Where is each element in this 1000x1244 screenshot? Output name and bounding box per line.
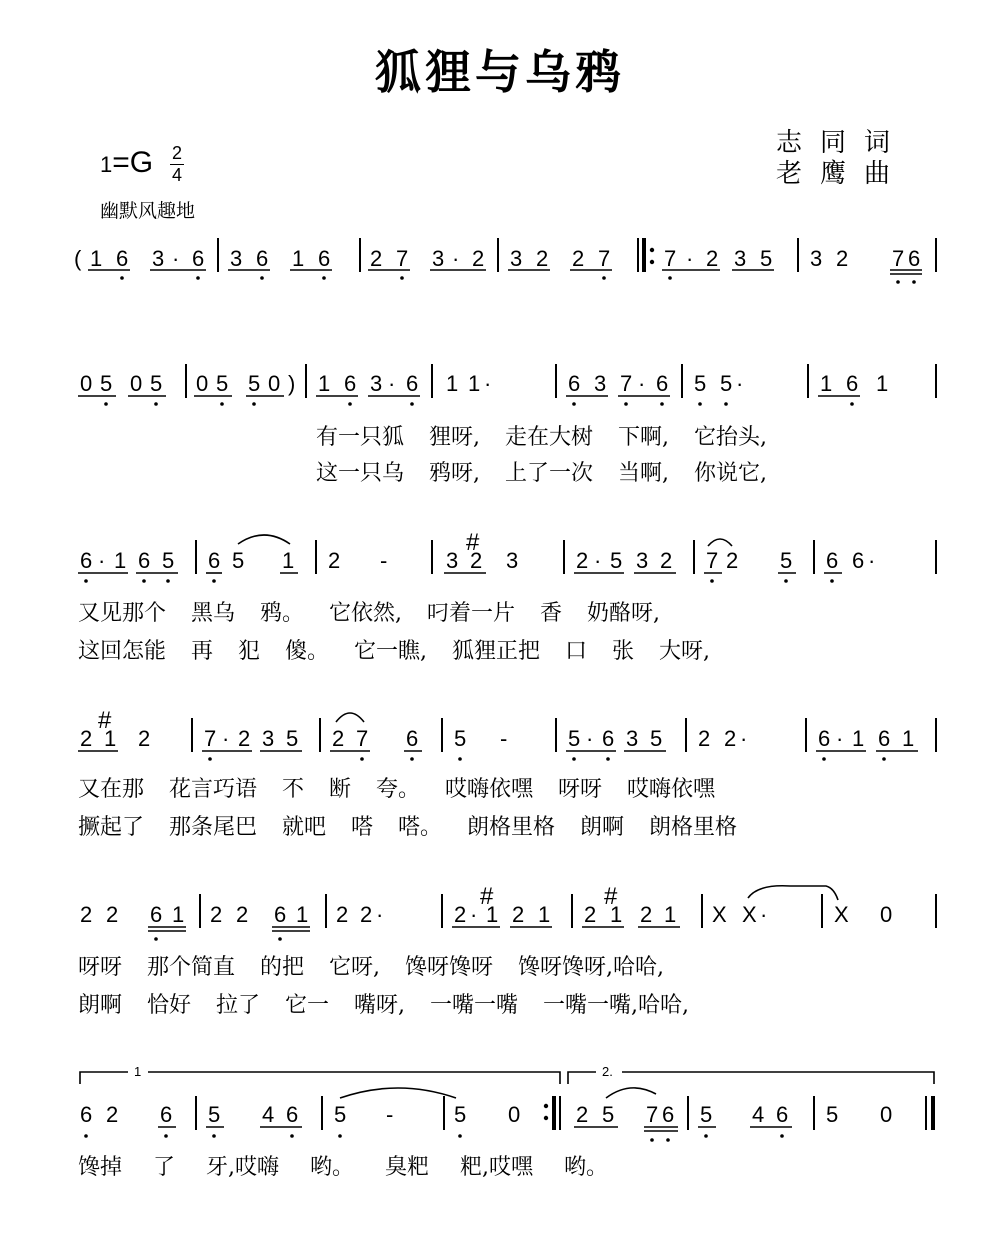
- note: 5: [162, 548, 175, 573]
- note: 2: [698, 726, 711, 751]
- repeat-dot: [650, 260, 654, 264]
- note: 3: [626, 726, 639, 751]
- composer-credit: 老鹰曲: [776, 159, 909, 189]
- row-5: [80, 883, 936, 941]
- note: 2: [238, 726, 251, 751]
- note: 5: [454, 726, 467, 751]
- note: 7: [646, 1102, 659, 1127]
- note: 6: [406, 726, 419, 751]
- lyric-row-3-verse-1: 又见那个 黑乌 鸦。 它依然, 叼着一片 香 奶酪呀,: [78, 601, 660, 626]
- slur-arc: [708, 539, 732, 546]
- note: 2: [80, 726, 93, 751]
- note: 5: [216, 371, 229, 396]
- lyric-row-6: 馋掉 了 牙,哎嗨 哟。 臭粑 粑,哎嘿 哟。: [78, 1155, 608, 1180]
- note: 2: [572, 246, 585, 271]
- octave-dots: [154, 937, 282, 941]
- note: 7: [620, 371, 633, 396]
- note: 5: [150, 371, 163, 396]
- note: 3: [152, 246, 165, 271]
- note: ·: [172, 246, 180, 271]
- note: X: [712, 902, 727, 927]
- note: 0: [508, 1102, 521, 1127]
- note: 1: [446, 371, 459, 396]
- note: ·: [222, 726, 230, 751]
- note: 0: [130, 371, 143, 396]
- note: -: [386, 1102, 394, 1127]
- note: 6: [80, 1102, 93, 1127]
- note: 2: [470, 548, 483, 573]
- lyric-row-2-verse-2: 这一只乌 鸦呀, 上了一次 当啊, 你说它,: [316, 461, 767, 486]
- note: 2: [472, 246, 485, 271]
- note: 7: [664, 246, 677, 271]
- note: 2: [724, 726, 737, 751]
- sharp-sign: #: [98, 707, 112, 734]
- sharp-sign: #: [604, 883, 618, 910]
- note: ): [288, 371, 296, 396]
- note: ·: [470, 902, 478, 927]
- note: 2: [360, 902, 373, 927]
- note: 6: [662, 1102, 675, 1127]
- lyric-row-5-verse-1: 呀呀 那个简直 的把 它呀, 馋呀馋呀 馋呀馋呀,哈哈,: [78, 955, 664, 980]
- note: 7: [204, 726, 217, 751]
- note: 1: [486, 902, 499, 927]
- note: 6: [656, 371, 669, 396]
- note: 1: [104, 726, 117, 751]
- note: 5: [334, 1102, 347, 1127]
- note: 5: [610, 548, 623, 573]
- note: ·: [586, 726, 594, 751]
- note: 0: [880, 902, 893, 927]
- note: ·: [868, 548, 876, 573]
- note: 2: [576, 548, 589, 573]
- note: 2: [512, 902, 525, 927]
- sharp-sign: #: [480, 883, 494, 910]
- note: 6: [192, 246, 205, 271]
- note: -: [380, 548, 388, 573]
- note: ·: [452, 246, 460, 271]
- lyric-row-4-verse-2: 撅起了 那条尾巴 就吧 嗒 嗒。 朗格里格 朗啊 朗格里格: [78, 815, 737, 840]
- note: 1: [114, 548, 127, 573]
- note: 2: [106, 902, 119, 927]
- note: 3: [636, 548, 649, 573]
- note: 2: [660, 548, 673, 573]
- lyric-row-5-verse-2: 朗啊 恰好 拉了 它一 嘴呀, 一嘴一嘴 一嘴一嘴,哈哈,: [78, 993, 689, 1018]
- volta-1-label: 1: [134, 1064, 142, 1079]
- note: 7: [598, 246, 611, 271]
- lyricist-credit: 志同词: [776, 128, 909, 158]
- row-3: [78, 529, 936, 583]
- note: 2: [336, 902, 349, 927]
- note: 5: [100, 371, 113, 396]
- note: 2: [370, 246, 383, 271]
- note: 1: [90, 246, 103, 271]
- note: 1: [282, 548, 295, 573]
- note: 6: [568, 371, 581, 396]
- note: 4: [262, 1102, 275, 1127]
- note: 5: [720, 371, 733, 396]
- note: 5: [760, 246, 773, 271]
- note: 6: [318, 246, 331, 271]
- note: 6: [274, 902, 287, 927]
- volta-bracket-1: [80, 1072, 560, 1084]
- note: ·: [760, 902, 768, 927]
- row-4: [78, 707, 936, 761]
- note: 2: [584, 902, 597, 927]
- beam-lines: [158, 1127, 792, 1131]
- note: 5: [232, 548, 245, 573]
- note: ·: [388, 371, 396, 396]
- note: 6: [846, 371, 859, 396]
- note: 6: [80, 548, 93, 573]
- note: X: [834, 902, 849, 927]
- time-top: 2: [171, 143, 182, 163]
- song-title: 狐狸与乌鸦: [375, 45, 625, 99]
- time-bottom: 4: [171, 165, 182, 185]
- repeat-dot: [544, 1116, 548, 1120]
- note: ·: [836, 726, 844, 751]
- note: 7: [892, 246, 905, 271]
- note: 2: [106, 1102, 119, 1127]
- note: 3: [446, 548, 459, 573]
- note: 2: [706, 246, 719, 271]
- volta-bracket-2: [568, 1072, 934, 1084]
- octave-dots: [84, 579, 834, 583]
- sharp-sign: #: [466, 529, 480, 556]
- lyric-row-2-verse-1: 有一只狐 狸呀, 走在大树 下啊, 它抬头,: [316, 425, 767, 450]
- note: 6: [256, 246, 269, 271]
- note: ·: [740, 726, 748, 751]
- note: 2: [328, 548, 341, 573]
- row-2: [78, 364, 936, 406]
- note: 3: [506, 548, 519, 573]
- note: 3: [510, 246, 523, 271]
- note: 2: [210, 902, 223, 927]
- note: 5: [602, 1102, 615, 1127]
- slur-arc: [606, 1088, 656, 1098]
- octave-dots: [120, 276, 916, 284]
- note: 1: [876, 371, 889, 396]
- note: 1: [664, 902, 677, 927]
- note: ·: [638, 371, 646, 396]
- note: 1: [468, 371, 481, 396]
- note: ·: [98, 548, 106, 573]
- note: (: [74, 246, 82, 271]
- key-rest: =G: [112, 146, 154, 179]
- note: 2: [836, 246, 849, 271]
- row-6: [80, 1060, 934, 1142]
- note: 1: [610, 902, 623, 927]
- key-one: 1: [100, 152, 113, 177]
- note: 3: [370, 371, 383, 396]
- lyric-row-3-verse-2: 这回怎能 再 犯 傻。 它一瞧, 狐狸正把 口 张 大呀,: [78, 639, 710, 664]
- note: 6: [208, 548, 221, 573]
- note: 4: [752, 1102, 765, 1127]
- note: 6: [116, 246, 129, 271]
- note: 5: [780, 548, 793, 573]
- note: 6: [344, 371, 357, 396]
- note: 0: [80, 371, 93, 396]
- note: 1: [292, 246, 305, 271]
- repeat-dot: [544, 1104, 548, 1108]
- note: 2: [236, 902, 249, 927]
- note: 3: [810, 246, 823, 271]
- note: 5: [700, 1102, 713, 1127]
- octave-dots: [84, 1134, 784, 1142]
- note: 2: [454, 902, 467, 927]
- note: 5: [286, 726, 299, 751]
- note: 5: [568, 726, 581, 751]
- note: 3: [230, 246, 243, 271]
- tie-arc: [238, 535, 290, 544]
- note: 6: [826, 548, 839, 573]
- lyric-row-4-verse-1: 又在那 花言巧语 不 断 夸。 哎嗨依嘿 呀呀 哎嗨依嘿: [78, 777, 715, 802]
- note: ·: [594, 548, 602, 573]
- note: 0: [196, 371, 209, 396]
- note: 6: [602, 726, 615, 751]
- tie-arc: [748, 886, 838, 900]
- note: 5: [694, 371, 707, 396]
- row-1-notes: [0, 0, 1, 1]
- note: 3: [594, 371, 607, 396]
- note: 2: [536, 246, 549, 271]
- note: ·: [484, 371, 492, 396]
- note: 1: [538, 902, 551, 927]
- note: ·: [686, 246, 694, 271]
- note: ·: [376, 902, 384, 927]
- note: 5: [208, 1102, 221, 1127]
- note: 3: [432, 246, 445, 271]
- note: 2: [138, 726, 151, 751]
- note: 6: [818, 726, 831, 751]
- note: X: [742, 902, 757, 927]
- note: -: [500, 726, 508, 751]
- note: 2: [640, 902, 653, 927]
- note: 1: [318, 371, 331, 396]
- octave-dots: [208, 757, 886, 761]
- note: 5: [248, 371, 261, 396]
- beam-lines: [148, 927, 680, 931]
- note: 3: [734, 246, 747, 271]
- note: 0: [880, 1102, 893, 1127]
- note: 6: [908, 246, 921, 271]
- note: 1: [902, 726, 915, 751]
- repeat-dot: [650, 248, 654, 252]
- note: 6: [286, 1102, 299, 1127]
- note: 3: [262, 726, 275, 751]
- note: 2: [332, 726, 345, 751]
- volta-2-label: 2.: [602, 1064, 613, 1079]
- tie-arc: [340, 1088, 456, 1098]
- note: 1: [852, 726, 865, 751]
- note: 7: [356, 726, 369, 751]
- note: 6: [406, 371, 419, 396]
- note: 6: [160, 1102, 173, 1127]
- note: 7: [706, 548, 719, 573]
- note: 6: [852, 548, 865, 573]
- row-1: [74, 238, 936, 284]
- note: 7: [396, 246, 409, 271]
- note: ·: [736, 371, 744, 396]
- note: 1: [172, 902, 185, 927]
- note: 2: [80, 902, 93, 927]
- note: 6: [776, 1102, 789, 1127]
- note: 1: [296, 902, 309, 927]
- note: 1: [820, 371, 833, 396]
- beam-lines: [88, 270, 922, 274]
- note: 5: [650, 726, 663, 751]
- note: 0: [268, 371, 281, 396]
- note: 5: [454, 1102, 467, 1127]
- note: 5: [826, 1102, 839, 1127]
- note: 2: [576, 1102, 589, 1127]
- tempo-marking: 幽默风趣地: [100, 200, 196, 222]
- note: 2: [726, 548, 739, 573]
- note: 6: [878, 726, 891, 751]
- note: 6: [138, 548, 151, 573]
- note: 6: [150, 902, 163, 927]
- octave-dots: [104, 402, 854, 406]
- slur-arc: [336, 713, 364, 722]
